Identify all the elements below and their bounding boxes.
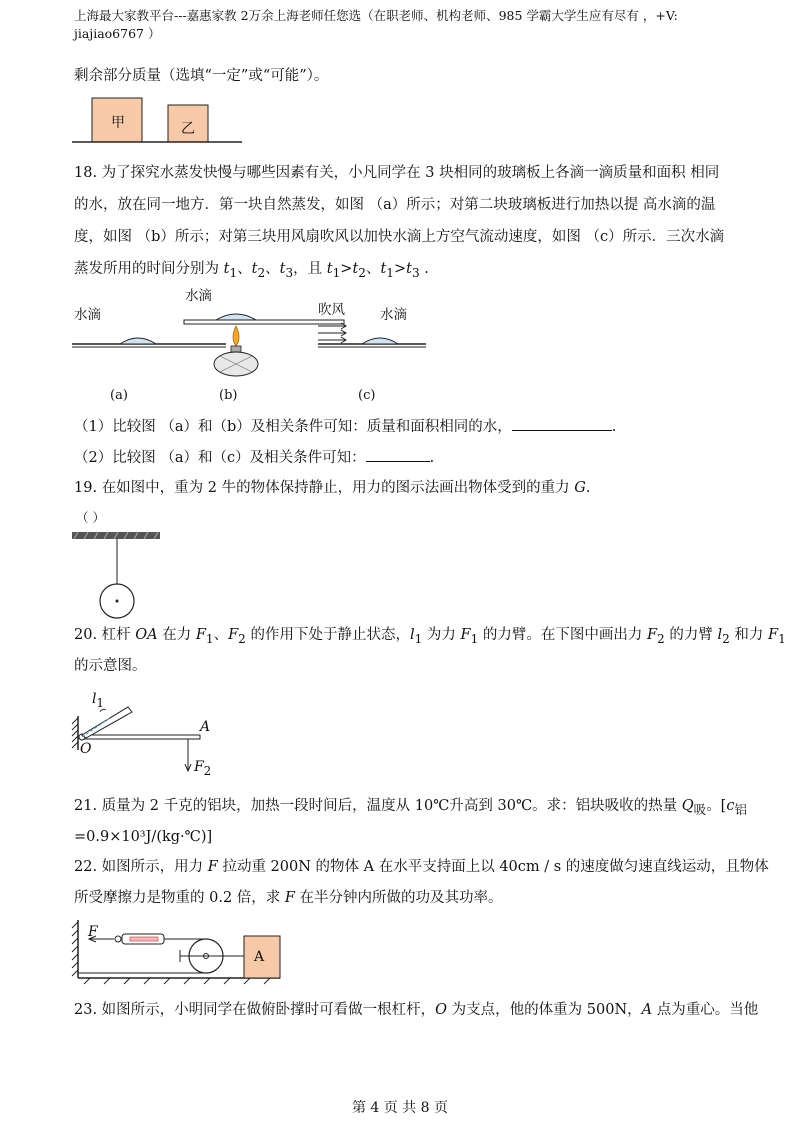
F2-sub: 2 [238,631,246,646]
q20-line-1 [74,625,786,649]
cmp1a-sub: 1 [332,265,341,280]
O: O [80,741,92,757]
t: 23. 如图所示，小明同学在做俯卧撑时可看做一根杠杆， [74,1002,436,1018]
q18-figure [70,288,430,380]
q17-figure [72,95,252,147]
q18-sub-2-text: （2）比较图 （a）和（c）及相关条件可知： [74,450,366,466]
O: O [435,1002,448,1018]
t: 拉动重 200N 的物体 A 在水平支持面上以 40cm / s 的速度做匀速直线运动，且物体 [217,859,769,875]
t1: t [223,261,230,277]
F1-sub: 1 [778,631,786,646]
F2: F [228,627,239,643]
A: A [200,719,211,735]
q19-text-post: . [585,480,591,496]
sep: 、 [237,261,252,277]
l1: l [409,627,415,643]
q19-paren: （ ） [76,510,105,525]
sep: 、 [265,261,280,277]
t: 为支点，他的体重为 500N， [447,1002,642,1018]
cmp2b-sub: 3 [411,265,420,280]
q18-sub-1-blank[interactable] [512,416,612,431]
cmp2a-sub: 1 [386,265,394,280]
F1: F [460,627,471,643]
cmp1b: t [352,261,359,277]
l2: l [717,627,723,643]
q17-block-b-label: 乙 [181,121,195,137]
q20-line-2: 的示意图。 [74,658,147,674]
header-line-1: 上海最大家教平台---嘉惠家教 2万余上海老师任您选（在职老师、机构老师、985 学霸大学生应有尽有 ，+V: [74,8,678,23]
l1: l [92,691,97,707]
q17-block-a-label: 甲 [111,115,125,131]
F1-sub: 1 [205,631,214,646]
t: 的力臂。在下图中画出力 [478,627,647,643]
q18-line-4 [74,259,429,283]
mid: ，且 [293,261,327,277]
c: c [726,798,735,814]
t3: t [279,261,286,277]
OA: OA [135,627,158,643]
c-sub: 铝 [734,801,747,817]
F1: F [195,627,206,643]
F2-sub: 2 [203,763,212,778]
F1-sub: 1 [470,631,479,646]
q18-sub-2 [74,447,434,468]
t: 的作用下处于静止状态， [245,627,410,643]
cmp2a: t [380,261,387,277]
header-line-2: jiajiao6767 ） [74,26,161,41]
Q-sub: 吸 [693,801,707,817]
t2: t [251,261,258,277]
t: 21. 质量为 2 千克的铝块，加热一段时间后，温度从 10℃升高到 30℃。求：铝块吸收的热量 [74,798,682,814]
q18-caption-c: (c) [358,388,376,403]
Q: Q [681,798,694,814]
q18-caption-a: (a) [110,388,128,403]
A: A [641,1002,653,1018]
gt: > [393,261,407,277]
t3-sub: 3 [285,265,294,280]
t: 在半分钟内所做的功及其功率。 [294,890,503,906]
q22-fig-F [88,922,98,942]
q22-line-1 [74,857,769,877]
t: 为力 [422,627,461,643]
q19-G: G [574,480,586,496]
q18-sub-1-text: （1）比较图 （a）和（b）及相关条件可知：质量和面积相同的水， [74,419,512,435]
q19-text [74,478,590,498]
l2-sub: 2 [722,631,730,646]
cmp2b: t [406,261,412,277]
q18-sub-2-end: . [429,450,435,466]
q20-fig-O [80,739,91,759]
q19-figure [72,532,172,624]
q23-line-1 [74,1000,758,1020]
t: 和力 [729,627,768,643]
q20-fig-l1 [92,689,104,713]
t: 20. 杠杆 [74,627,136,643]
page-footer: 第 4 页 共 8 页 [351,1100,449,1116]
q17-tail: 剩余部分质量（选填“一定”或“可能”）。 [74,68,329,84]
l1-sub: 1 [414,631,423,646]
t: 22. 如图所示，用力 [74,859,208,875]
F2: F [646,627,658,643]
q18-sub-1-end: . [611,419,617,435]
t: 在力 [157,627,196,643]
F2: F [194,759,204,775]
t1-sub: 1 [229,265,238,280]
q20-fig-A [200,717,210,737]
t2-sub: 2 [257,265,266,280]
t: 所受摩擦力是物重的 0.2 倍，求 [74,890,285,906]
gt: > [340,261,353,277]
l1-sub: 1 [96,695,104,710]
q22-line-2 [74,888,503,908]
t: 。[ [706,798,727,814]
sep: 、 [365,261,381,277]
t: 、 [213,627,229,643]
q18-caption-b: (b) [219,388,238,403]
cmp1b-sub: 2 [358,265,366,280]
q22-fig-A: A [254,949,265,965]
F1: F [768,627,779,643]
end: . [419,261,429,277]
t: 点为重心。当他 [652,1002,759,1018]
F2-sub: 2 [657,631,665,646]
F: F [88,924,98,940]
q18-line-4-pre: 蒸发所用的时间分别为 [74,261,224,277]
q18-label-water-c: 水滴 [380,307,407,323]
q21-line-1 [74,796,747,820]
q18-line-1: 18. 为了探究水蒸发快慢与哪些因素有关，小凡同学在 3 块相同的玻璃板上各滴一滴质量和面积 相同 [74,165,720,181]
q19-text-pre: 19. 在如图中，重为 2 牛的物体保持静止，用力的图示法画出物体受到的重力 [74,480,575,496]
t: 的力臂 [664,627,718,643]
F: F [207,859,218,875]
q20-fig-F2 [194,757,211,781]
q21-line-2: =0.9×10³J/(kg·℃)] [74,829,213,845]
q18-label-wind: 吹风 [318,302,345,318]
q18-sub-2-blank[interactable] [366,447,430,462]
q18-label-water-a: 水滴 [74,307,101,323]
q18-label-water-b: 水滴 [185,288,212,304]
F: F [284,890,295,906]
q18-line-2: 的水，放在同一地方．第一块自然蒸发，如图 （a）所示；对第二块玻璃板进行加热以提 高水滴的温 [74,197,716,213]
cmp1a: t [326,261,333,277]
q18-line-3: 度，如图 （b）所示；对第三块用风扇吹风以加快水滴上方空气流动速度，如图 （c）所示．三次水滴 [74,229,725,245]
q18-sub-1 [74,416,616,437]
